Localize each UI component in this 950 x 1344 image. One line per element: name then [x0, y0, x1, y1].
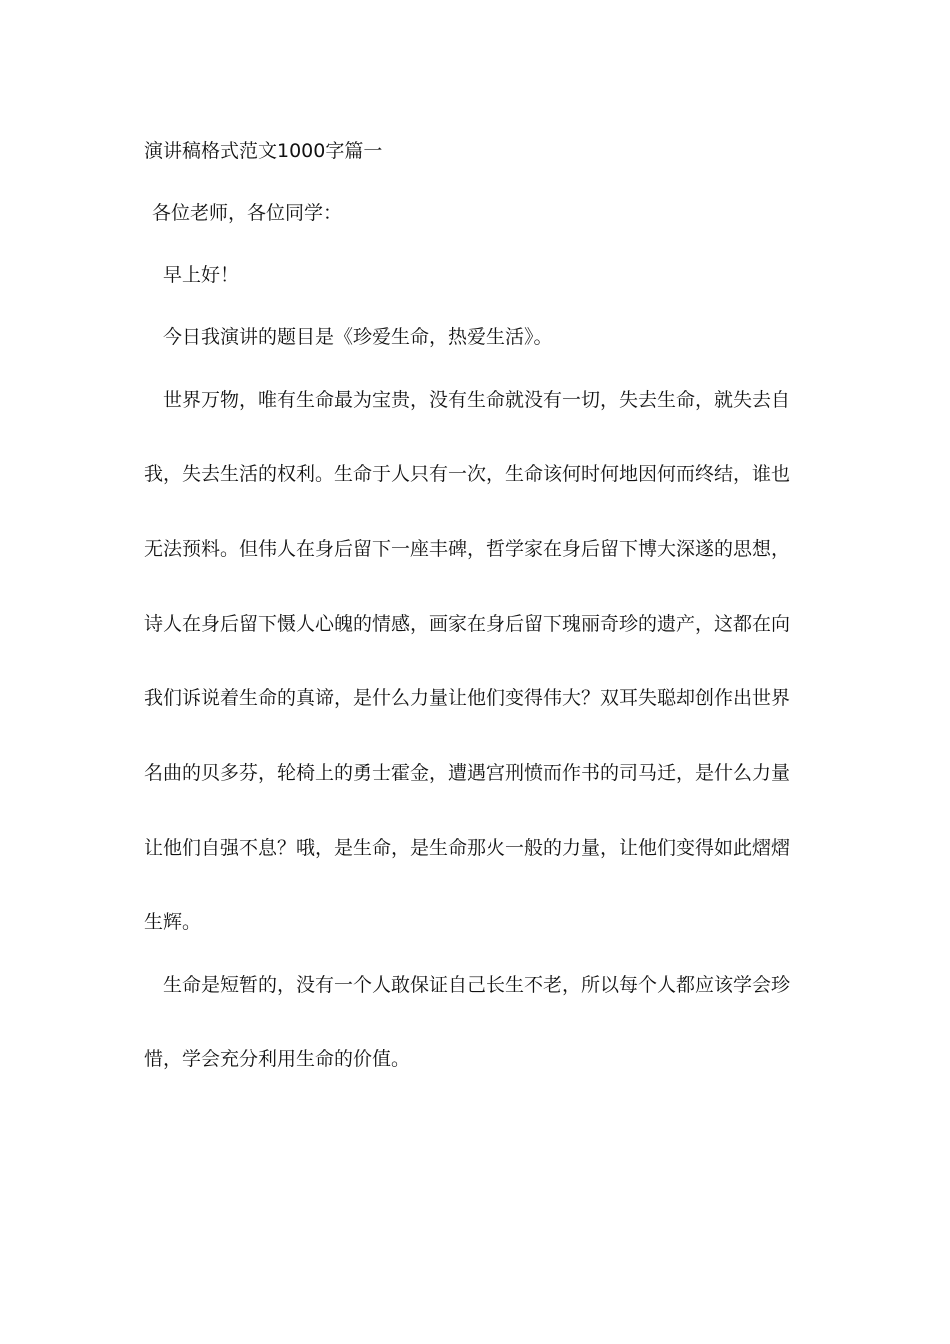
paragraph-1-line-8: 生辉。 [144, 911, 202, 933]
paragraph-2-line-2: 惜，学会充分利用生命的价值。 [144, 1048, 411, 1070]
paragraph-1-line-4: 诗人在身后留下慑人心魄的情感，画家在身后留下瑰丽奇珍的遗产，这都在向 [144, 613, 791, 635]
paragraph-1-line-6: 名曲的贝多芬，轮椅上的勇士霍金，遭遇宫刑愤而作书的司马迁，是什么力量 [144, 762, 791, 784]
topic-line: 今日我演讲的题目是《珍爱生命，热爱生活》。 [163, 326, 553, 348]
paragraph-1-line-7: 让他们自强不息？哦，是生命，是生命那火一般的力量，让他们变得如此熠熠 [144, 837, 791, 859]
paragraph-1-line-2: 我，失去生活的权利。生命于人只有一次，生命该何时何地因何而终结，谁也 [144, 463, 791, 485]
paragraph-1-line-3: 无法预料。但伟人在身后留下一座丰碑，哲学家在身后留下博大深遂的思想， [144, 538, 791, 560]
opening-line: 早上好！ [163, 264, 240, 286]
document-title: 演讲稿格式范文1000字篇一 [144, 140, 383, 162]
paragraph-2-line-1: 生命是短暂的，没有一个人敢保证自己长生不老，所以每个人都应该学会珍 [163, 974, 791, 996]
salutation: 各位老师，各位同学： [152, 202, 343, 224]
paragraph-1-line-5: 我们诉说着生命的真谛，是什么力量让他们变得伟大？双耳失聪却创作出世界 [144, 687, 791, 709]
paragraph-1-line-1: 世界万物，唯有生命最为宝贵，没有生命就没有一切，失去生命，就失去自 [163, 389, 791, 411]
